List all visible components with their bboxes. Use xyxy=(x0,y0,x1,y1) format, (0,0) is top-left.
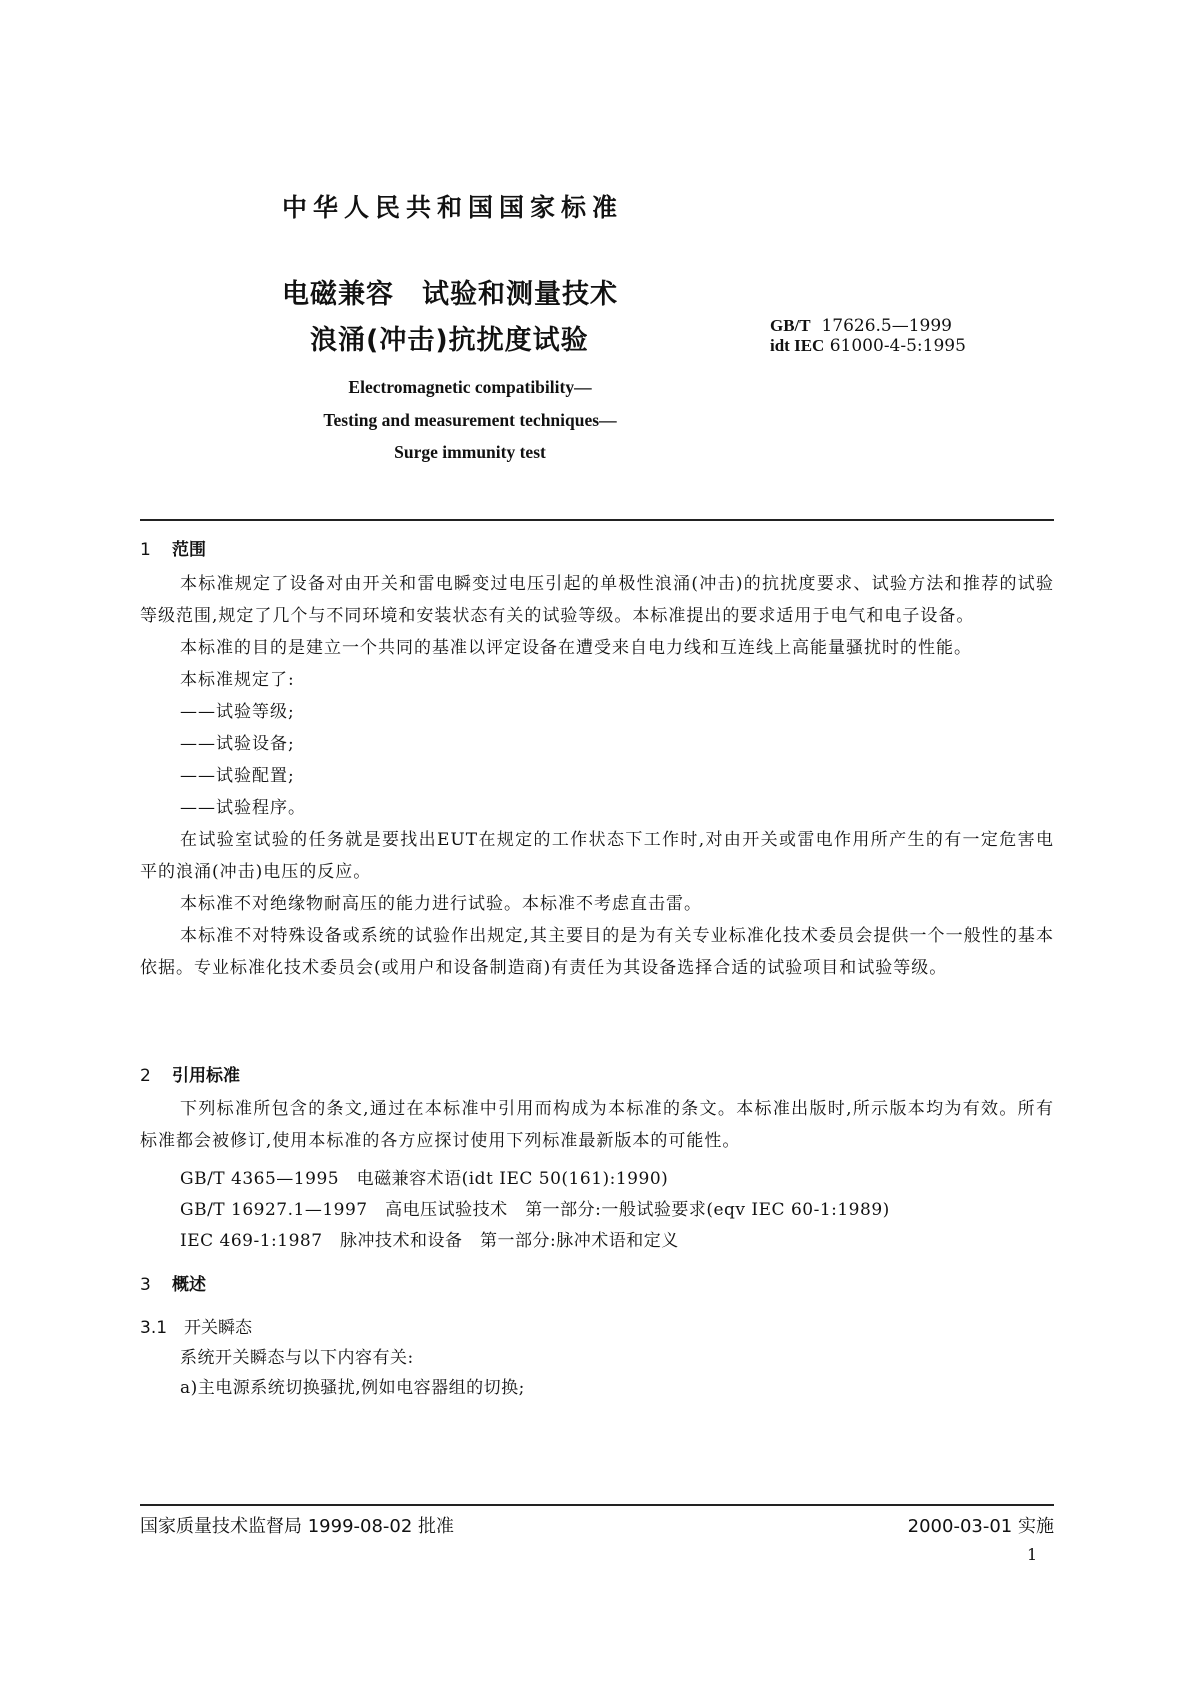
paragraph: 本标准规定了设备对由开关和雷电瞬变过电压引起的单极性浪涌(冲击)的抗扰度要求、试验方法和推荐的试验等级范围,规定了几个与不同环境和安装状态有关的试验等级。本标准提出的要求适用于电气和电子设备。 xyxy=(140,574,1054,626)
section-title: 概述 xyxy=(172,1275,206,1295)
national-standard-heading: 中华人民共和国国家标准 xyxy=(282,193,624,222)
section-title: 引用标准 xyxy=(172,1066,240,1086)
subsection-title: 开关瞬态 xyxy=(184,1318,252,1338)
title-en-line-3: Surge immunity test xyxy=(394,442,546,462)
title-cn-line-1: 电磁兼容 试验和测量技术 xyxy=(282,279,618,310)
title-en-line-2: Testing and measurement techniques— xyxy=(323,410,617,430)
header-divider xyxy=(140,519,1054,521)
footer-divider xyxy=(140,1504,1054,1506)
paragraph: 系统开关瞬态与以下内容有关: xyxy=(180,1348,414,1368)
subsection-number: 3.1 xyxy=(140,1318,168,1338)
list-item: a)主电源系统切换骚扰,例如电容器组的切换; xyxy=(180,1378,525,1398)
title-cn-line-2: 浪涌(冲击)抗扰度试验 xyxy=(310,325,589,356)
section-title: 范围 xyxy=(172,540,206,560)
section-2-body xyxy=(140,1093,1054,1157)
equivalent-code-number: 61000-4-5:1995 xyxy=(829,336,966,356)
reference-item: GB/T 16927.1—1997 高电压试验技术 第一部分:一般试验要求(eqv IEC 60-1:1989) xyxy=(180,1200,890,1220)
paragraph: 本标准不对特殊设备或系统的试验作出规定,其主要目的是为有关专业标准化技术委员会提供一个一般性的基本依据。专业标准化技术委员会(或用户和设备制造商)有责任为其设备选择合适的试验项目和试验等级。 xyxy=(140,926,1054,978)
section-3-heading xyxy=(140,1270,206,1295)
list-item: ——试验配置; xyxy=(180,766,295,786)
section-number: 1 xyxy=(140,540,151,560)
paragraph: 在试验室试验的任务就是要找出EUT在规定的工作状态下工作时,对由开关或雷电作用所产生的有一定危害电平的浪涌(冲击)电压的反应。 xyxy=(140,830,1054,882)
list-item: ——试验等级; xyxy=(180,702,295,722)
section-1-body xyxy=(140,568,1054,984)
page-number: 1 xyxy=(1027,1545,1038,1564)
section-number: 2 xyxy=(140,1066,151,1086)
paragraph: 本标准的目的是建立一个共同的基准以评定设备在遭受来自电力线和互连线上高能量骚扰时的性能。 xyxy=(180,638,972,658)
list-item: ——试验设备; xyxy=(180,734,295,754)
standard-code-number: 17626.5—1999 xyxy=(821,316,953,336)
standard-code-prefix: GB/T xyxy=(770,316,811,335)
title-en-line-1: Electromagnetic compatibility— xyxy=(348,377,592,397)
section-2-heading xyxy=(140,1061,240,1086)
implementation-date: 2000-03-01 实施 xyxy=(907,1516,1054,1537)
paragraph: 下列标准所包含的条文,通过在本标准中引用而构成为本标准的条文。本标准出版时,所示版本均为有效。所有标准都会被修订,使用本标准的各方应探讨使用下列标准最新版本的可能性。 xyxy=(140,1099,1054,1151)
list-item: ——试验程序。 xyxy=(180,798,306,818)
paragraph: 本标准不对绝缘物耐高压的能力进行试验。本标准不考虑直击雷。 xyxy=(180,894,702,914)
section-number: 3 xyxy=(140,1275,151,1295)
reference-item: GB/T 4365—1995 电磁兼容术语(idt IEC 50(161):1990) xyxy=(180,1169,669,1189)
section-1-heading xyxy=(140,535,206,560)
approval-date: 国家质量技术监督局 1999-08-02 批准 xyxy=(140,1516,455,1537)
equivalent-code xyxy=(770,336,966,356)
equivalent-code-prefix: idt IEC xyxy=(770,336,825,355)
paragraph: 本标准规定了: xyxy=(180,670,295,690)
subsection-3-1-heading xyxy=(140,1313,252,1338)
reference-item: IEC 469-1:1987 脉冲技术和设备 第一部分:脉冲术语和定义 xyxy=(180,1231,679,1251)
standard-code xyxy=(770,316,952,336)
